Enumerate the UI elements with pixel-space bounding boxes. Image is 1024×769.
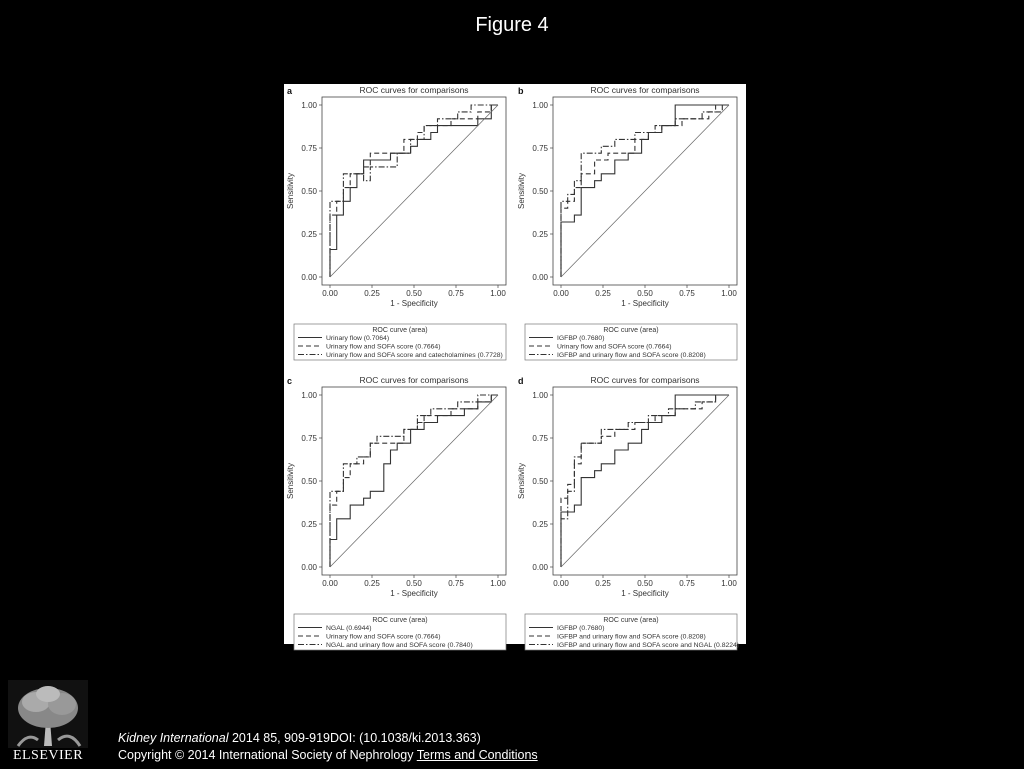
legend-entry: Urinary flow and SOFA score (0.7664) xyxy=(557,343,672,351)
y-tick-label: 0.75 xyxy=(532,144,548,153)
y-axis-label: Sensitivity xyxy=(286,172,295,210)
y-tick-label: 0.00 xyxy=(532,273,548,282)
x-tick-label: 0.00 xyxy=(322,289,338,298)
y-tick-label: 0.50 xyxy=(532,187,548,196)
panel-label: a xyxy=(287,86,293,96)
x-tick-label: 1.00 xyxy=(721,579,737,588)
x-tick-label: 0.50 xyxy=(406,579,422,588)
x-tick-label: 0.75 xyxy=(448,579,464,588)
terms-and-conditions-link[interactable]: Terms and Conditions xyxy=(416,748,538,762)
y-tick-label: 0.25 xyxy=(301,230,317,239)
panel-label: d xyxy=(518,376,524,386)
roc-panel-b xyxy=(517,85,737,360)
panel-label: c xyxy=(287,376,293,386)
y-tick-label: 1.00 xyxy=(301,391,317,400)
x-tick-label: 0.50 xyxy=(637,289,653,298)
legend-entry: IGFBP (0.7680) xyxy=(557,625,605,632)
roc-figure xyxy=(284,84,746,649)
citation xyxy=(118,730,538,764)
x-tick-label: 1.00 xyxy=(721,289,737,298)
legend-title: ROC curve (area) xyxy=(603,327,659,334)
x-tick-label: 0.50 xyxy=(637,579,653,588)
y-tick-label: 1.00 xyxy=(301,101,317,110)
citation-details: 2014 85, 909-919DOI: (10.1038/ki.2013.363) xyxy=(228,731,481,745)
x-axis-label: 1 - Specificity xyxy=(390,589,438,598)
x-axis-label: 1 - Specificity xyxy=(390,299,438,308)
y-tick-label: 0.75 xyxy=(532,434,548,443)
y-tick-label: 0.50 xyxy=(532,477,548,486)
chart-title: ROC curves for comparisons xyxy=(359,85,469,95)
citation-line-1 xyxy=(118,730,538,747)
x-tick-label: 0.75 xyxy=(679,579,695,588)
y-tick-label: 0.00 xyxy=(301,563,317,572)
y-tick-label: 0.00 xyxy=(301,273,317,282)
legend-entry: NGAL and urinary flow and SOFA score (0.7840) xyxy=(326,642,473,649)
roc-panel-d xyxy=(517,375,739,650)
y-axis-label: Sensitivity xyxy=(517,462,526,500)
legend-entry: Urinary flow (0.7064) xyxy=(326,335,390,342)
legend-entry: Urinary flow and SOFA score and catecholamines (0.7728) xyxy=(326,352,503,359)
y-tick-label: 0.25 xyxy=(532,520,548,529)
x-tick-label: 0.75 xyxy=(679,289,695,298)
x-tick-label: 1.00 xyxy=(490,289,506,298)
x-tick-label: 0.75 xyxy=(448,289,464,298)
y-tick-label: 0.50 xyxy=(301,477,317,486)
chart-title: ROC curves for comparisons xyxy=(590,375,700,385)
journal-name: Kidney International xyxy=(118,731,229,745)
x-tick-label: 0.00 xyxy=(322,579,338,588)
chart-title: ROC curves for comparisons xyxy=(359,375,469,385)
copyright-text: Copyright © 2014 International Society of Nephrology xyxy=(118,748,414,762)
y-axis-label: Sensitivity xyxy=(286,462,295,500)
legend-title: ROC curve (area) xyxy=(603,617,659,624)
legend-entry: NGAL (0.6944) xyxy=(326,625,372,632)
legend-entry: Urinary flow and SOFA score (0.7664) xyxy=(326,633,441,641)
legend-entry: IGFBP and urinary flow and SOFA score (0.8208) xyxy=(557,633,706,641)
x-tick-label: 0.25 xyxy=(364,289,380,298)
citation-line-2 xyxy=(118,747,538,764)
panel-label: b xyxy=(518,86,524,96)
legend-entry: IGFBP and urinary flow and SOFA score (0.8208) xyxy=(557,352,706,359)
roc-panel-c xyxy=(286,375,506,650)
legend-entry: Urinary flow and SOFA score (0.7664) xyxy=(326,343,441,351)
y-tick-label: 0.75 xyxy=(301,144,317,153)
x-axis-label: 1 - Specificity xyxy=(621,589,669,598)
elsevier-logo xyxy=(8,680,88,764)
x-tick-label: 0.00 xyxy=(553,579,569,588)
x-axis-label: 1 - Specificity xyxy=(621,299,669,308)
roc-figure-svg xyxy=(284,84,746,649)
legend-title: ROC curve (area) xyxy=(372,327,428,334)
y-tick-label: 1.00 xyxy=(532,101,548,110)
roc-panel-a xyxy=(286,85,506,360)
x-tick-label: 0.25 xyxy=(364,579,380,588)
y-tick-label: 0.00 xyxy=(532,563,548,572)
x-tick-label: 1.00 xyxy=(490,579,506,588)
y-axis-label: Sensitivity xyxy=(517,172,526,210)
y-tick-label: 1.00 xyxy=(532,391,548,400)
legend-entry: IGFBP (0.7680) xyxy=(557,335,605,342)
elsevier-wordmark: ELSEVIER xyxy=(12,748,84,763)
y-tick-label: 0.25 xyxy=(301,520,317,529)
legend-entry: IGFBP and urinary flow and SOFA score and NGAL (0.8224) xyxy=(557,642,740,649)
x-tick-label: 0.25 xyxy=(595,289,611,298)
chart-title: ROC curves for comparisons xyxy=(590,85,700,95)
y-tick-label: 0.75 xyxy=(301,434,317,443)
x-tick-label: 0.50 xyxy=(406,289,422,298)
x-tick-label: 0.00 xyxy=(553,289,569,298)
x-tick-label: 0.25 xyxy=(595,579,611,588)
y-tick-label: 0.25 xyxy=(532,230,548,239)
figure-title: Figure 4 xyxy=(475,14,549,36)
legend-title: ROC curve (area) xyxy=(372,617,428,624)
y-tick-label: 0.50 xyxy=(301,187,317,196)
